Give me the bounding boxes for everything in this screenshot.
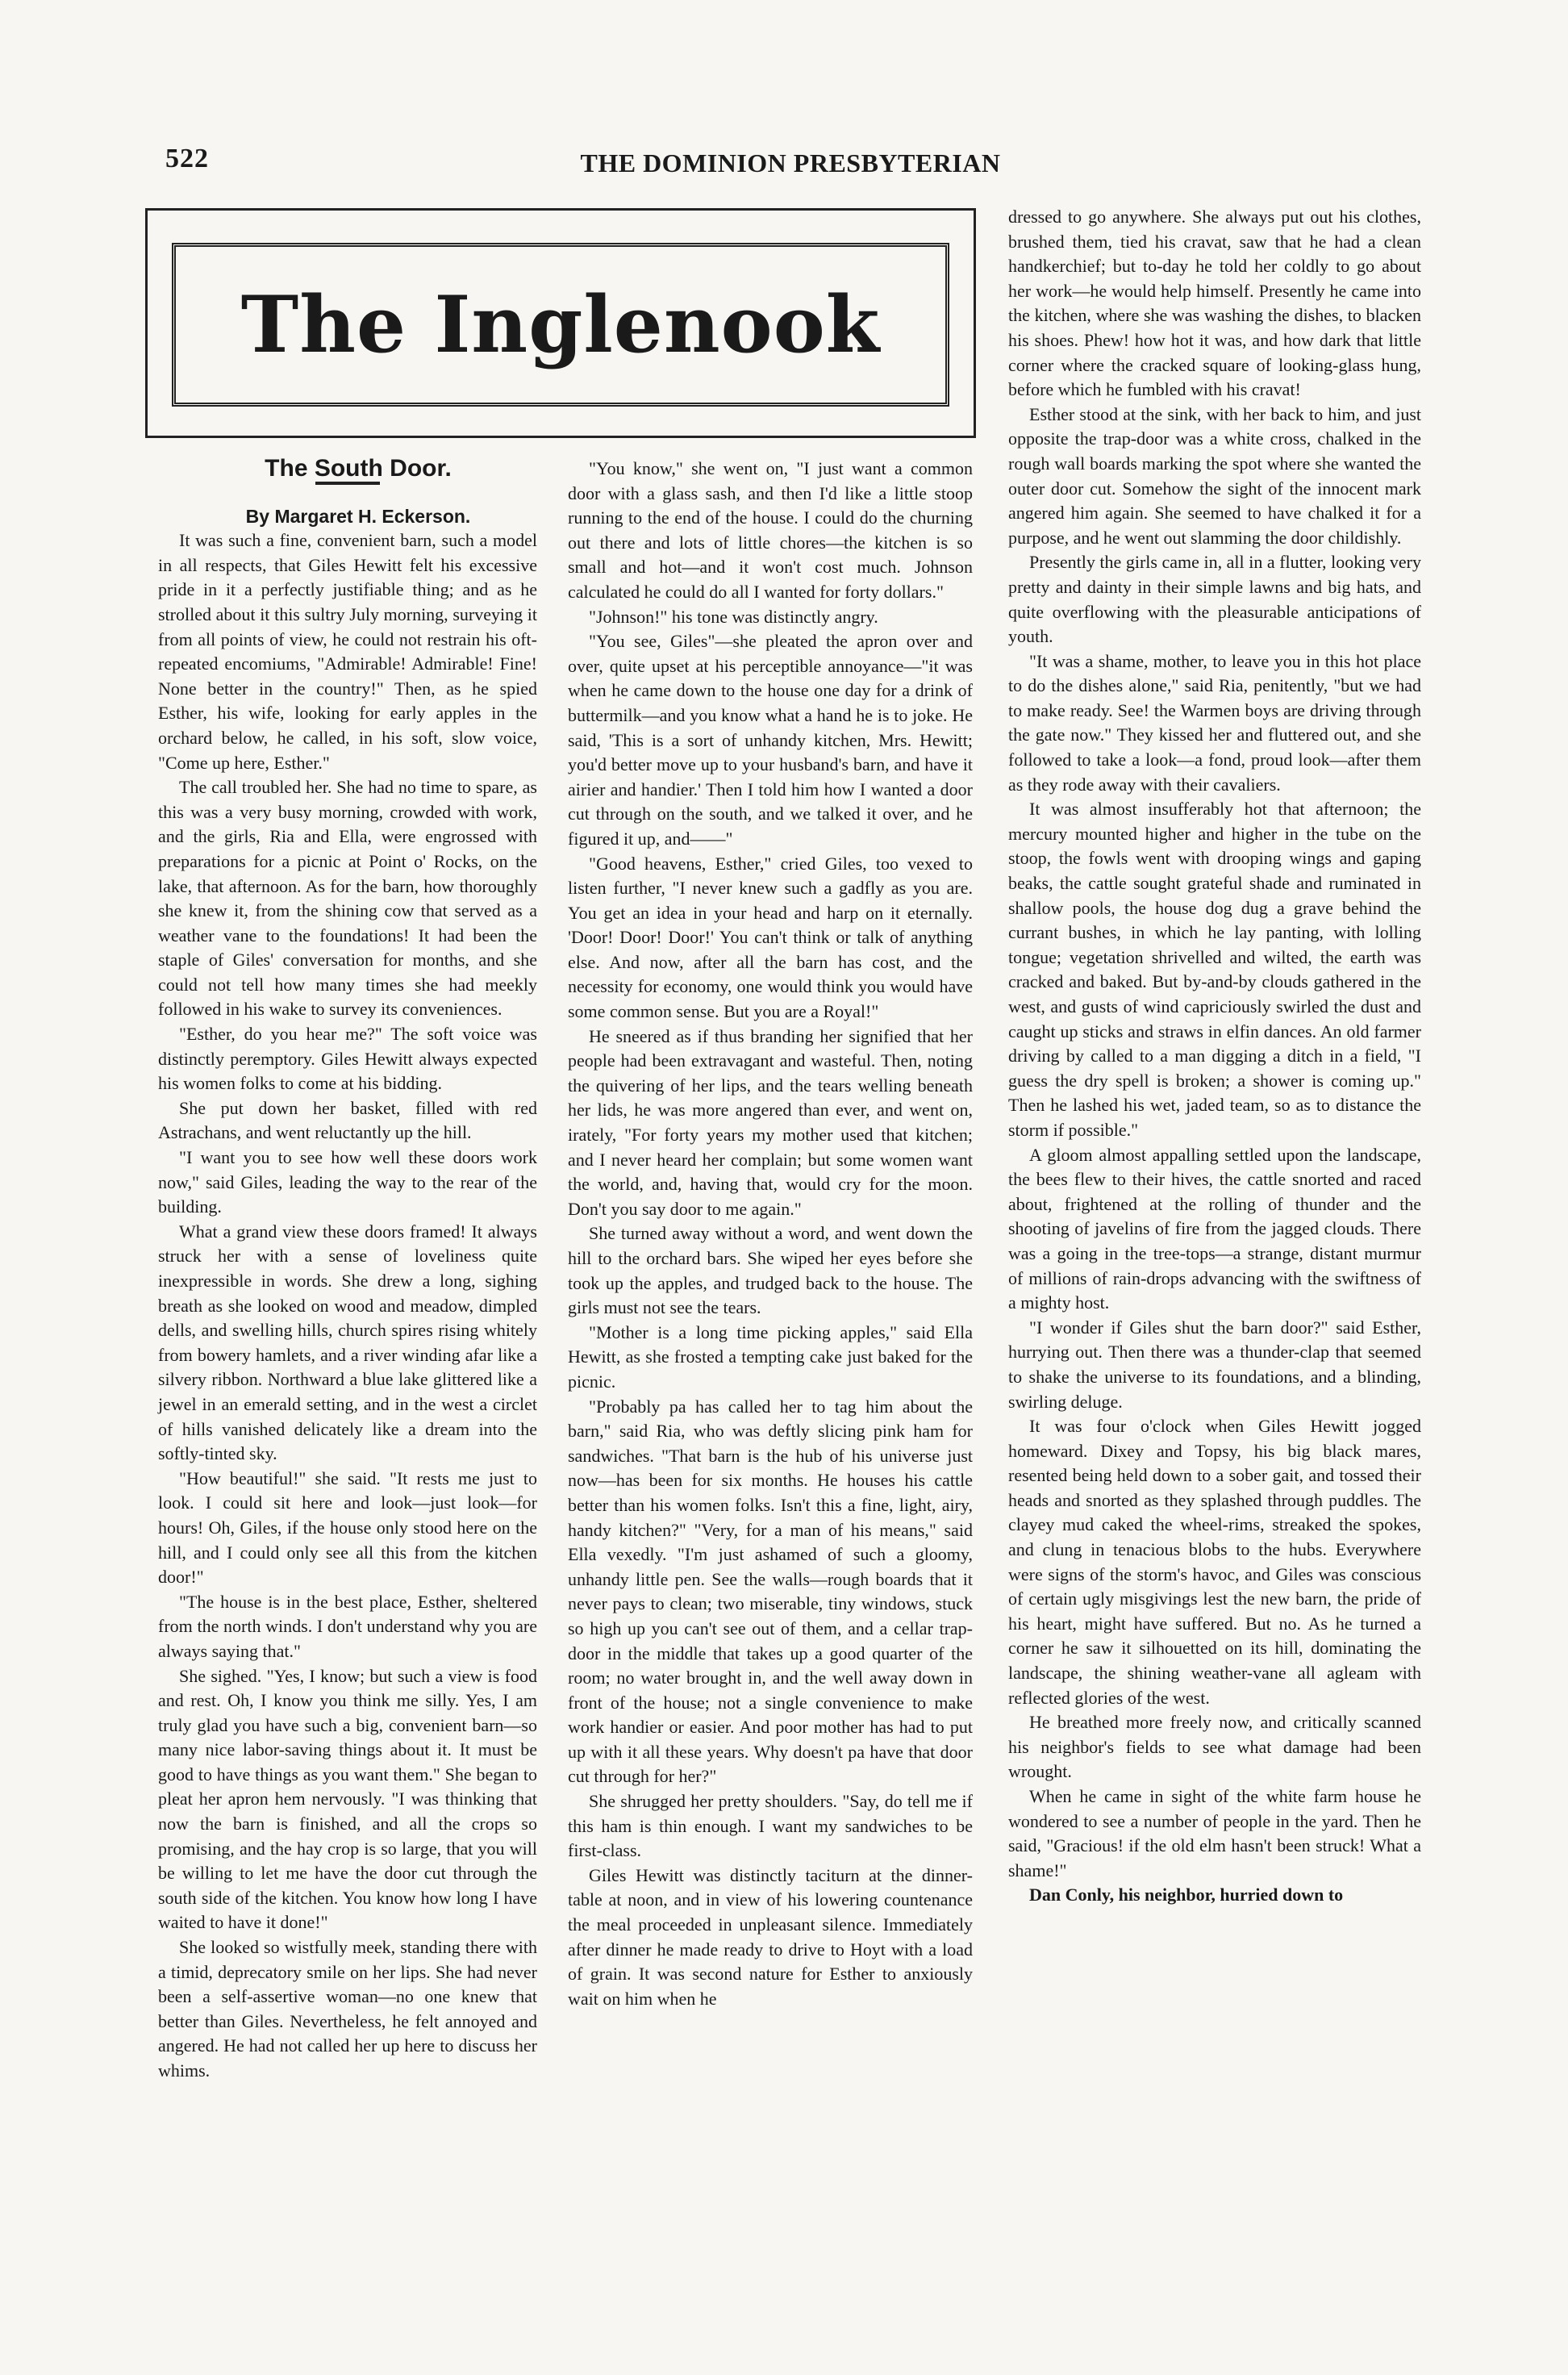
paragraph: "I wonder if Giles shut the barn door?" said Esther, hurrying out. Then there was a thunder-clap that seemed to shake the universe to its foundations, and a blinding, swirling deluge. [1008,1317,1421,1412]
title-rule [315,482,380,485]
paragraph: She sighed. "Yes, I know; but such a view is food and rest. Oh, I know you think me silly. Yes, I am truly glad you have such a big, convenient barn—so many nice labor-saving things about it. It must be good to have things as you want them." She began to pleat her apron hem nervously. "I was thinking that now the barn is finished, and all the crops so promising, and the hay crop is so large, that you will be willing to let me have the door cut through the south side of the kitchen. You know how long I have waited to have it done!" [158,1665,537,1933]
paragraph: She shrugged her pretty shoulders. "Say, do tell me if this ham is thin enough. I want my sandwiches to be first-class. [568,1791,973,1861]
paragraph: Presently the girls came in, all in a flutter, looking very pretty and dainty in their simple lawns and big hats, and quite overflowing with the pleasurable anticipations of youth. [1008,552,1421,647]
paragraph: Dan Conly, his neighbor, hurried down to [1029,1885,1344,1905]
paragraph: "You know," she went on, "I just want a common door with a glass sash, and then I'd like a little stoop running to the end of the house. I could do the churning out there and lots of little chores—the kitchen is so small and hot—and it won't cost much. Johnson calculated he could do all I wanted for forty dollars." [568,458,973,602]
paragraph: She turned away without a word, and went down the hill to the orchard bars. She wiped her eyes before she took up the apples, and trudged back to the house. The girls must not see the tears. [568,1223,973,1318]
page-number: 522 [165,144,209,173]
paragraph: "Johnson!" his tone was distinctly angry. [589,606,878,627]
column-2 [568,457,973,2011]
paragraph: "Mother is a long time picking apples," said Ella Hewitt, as she frosted a tempting cake just baked for the picnic. [568,1321,973,1392]
paragraph: She put down her basket, filled with red Astrachans, and went reluctantly up the hill. [158,1097,537,1143]
paragraph: She looked so wistfully meek, standing there with a timid, deprecatory smile on her lips. She had never been a self-assertive woman—no one knew that better than Giles. Nevertheless, he felt annoyed and angered. He had not called her up here to discuss her whims. [158,1937,537,2081]
paragraph: A gloom almost appalling settled upon the landscape, the bees flew to their hives, the cattle snorted and raced about, frightened at the rolling of thunder and the shooting of javelins of fire from the jagged clouds. There was a going in the tree-tops—a strange, distant murmur of millions of rain-drops advancing with the swiftness of a mighty host. [1008,1144,1421,1313]
masthead: THE DOMINION PRESBYTERIAN [580,148,1001,177]
section-title: The Inglenook [240,279,881,370]
story-byline: By Margaret H. Eckerson. [245,505,471,527]
paragraph: "Probably pa has called her to tag him about the barn," said Ria, who was deftly slicing pink ham for sandwiches. "That barn is the hub of his universe just now—has been for six months. He houses his cattle better than his women folks. Isn't this a fine, light, airy, handy kitchen?" "Very, for a man of his means," said Ella vexedly. "I'm just ashamed of such a gloomy, unhandy little pen. See the walls—rough boards that it never pays to clean; two miserable, tiny windows, stuck so high up you can't see out of them, and a cellar trap-door in the middle that takes up a good quarter of the room; no water brought in, and the well away down in front of the house; not a single convenience to make work handier or easier. And poor mother has had to put up with it all these years. Why doesn't pa have that door cut through for her?" [568,1396,973,1787]
paragraph: "You see, Giles"—she pleated the apron over and over, quite upset at his perceptible annoyance—"it was when he came down to the house one day for a drink of buttermilk—and you know what a hand he is to joke. He said, 'This is a sort of unhandy kitchen, Mrs. Hewitt; you'd better move up to your husband's barn, and have it airier and handier.' Then I told him how I wanted a door cut through on the south, and we talked it over, and he figured it up, and——" [568,631,973,849]
paragraph: He sneered as if thus branding her signified that her people had been extravagant and wasteful. Then, noting the quivering of her lips, and the tears welling beneath her lids, he was more angered than ever, and went on, irately, "For forty years my mother used that kitchen; and I never heard her complain; but some women want the world, and, having that, would cry for the moon. Don't you say door to me again." [568,1025,973,1219]
paragraph: "I want you to see how well these doors work now," said Giles, leading the way to the rear of the building. [158,1147,537,1217]
paragraph: It was four o'clock when Giles Hewitt jogged homeward. Dixey and Topsy, his big black mares, resented being held down to a sober gait, and tossed their heads and snorted as they splashed through puddles. The clayey mud caked the wheel-rims, streaked the spokes, and clung in tenacious blobs to the hubs. Everywhere were signs of the storm's havoc, and Giles was conscious of certain ugly misgivings lest the new barn, the pride of his heart, might have suffered. But no. As he turned a corner he saw it silhouetted on its hill, dominating the landscape, the shining weather-vane all agleam with reflected glories of the west. [1008,1416,1421,1708]
paragraph: "Good heavens, Esther," cried Giles, too vexed to listen further, "I never knew such a gadfly as you are. You get an idea in your head and harp on it eternally. 'Door! Door! Door!' You can't think or talk of anything else. And now, after all the barn has cost, and the necessity for economy, one would think you would have some common sense. But you are a Royal!" [568,853,973,1022]
paragraph: "How beautiful!" she said. "It rests me just to look. I could sit here and look—just look—for hours! Oh, Giles, if the house only stood here on the hill, and I could only see all this from the kitchen door!" [158,1467,537,1588]
paragraph: dressed to go anywhere. She always put out his clothes, brushed them, tied his cravat, saw that he had a clean handkerchief; but to-day he told her coldly to go about her work—he would help himself. Presently he came into the kitchen, where she was washing the dishes, to blacken his shoes. Phew! how hot it was, and how dark that little corner where the cracked square of looking-glass hung, before which he fumbled with his cravat! [1008,207,1421,400]
paragraph: Esther stood at the sink, with her back to him, and just opposite the trap-door was a white cross, chalked in the rough wall boards marking the spot where she wanted the outer door cut. Somehow the sight of the innocent mark angered him again. She seemed to have chalked it for a purpose, and he went out slamming the door childishly. [1008,403,1421,548]
paragraph: He breathed more freely now, and critically scanned his neighbor's fields to see what damage had been wrought. [1008,1712,1421,1782]
paragraph: It was almost insufferably hot that afternoon; the mercury mounted higher and higher in the tube on the stoop, the fowls went with drooping wings and gaping beaks, the cattle sought grateful shade and ruminated in shallow pools, the house dog dug a grave behind the currant bushes, in which he lay panting, with lolling tongue; vegetation shrivelled and wilted, the earth was cracked and baked. But by-and-by clouds gathered in the west, and gusts of wind capriciously swirled the dust and caught up sticks and straws in elfin dances. An old farmer driving by called to a man digging a ditch in a field, "I guess the dry spell is broken; a shower is coming up." Then he lashed his wet, jaded team, so as to distance the storm if possible." [1008,799,1421,1140]
paragraph: The call troubled her. She had no time to spare, as this was a very busy morning, crowded with work, and the girls, Ria and Ella, were engrossed with preparations for a picnic at Point o' Rocks, on the lake, that afternoon. As for the barn, how thoroughly she knew it, from the shining cow that served as a weather vane to the foundations! It had been the staple of Giles' conversation for months, and she could not tell how many times she had meekly followed in his wake to survey its conveniences. [158,777,537,1020]
section-title-frame [172,243,949,407]
paragraph: What a grand view these doors framed! It always struck her with a sense of loveliness quite inexpressible in words. She drew a long, sighing breath as she looked on wood and meadow, dimpled dells, and swelling hills, church spires rising whitely from bowery hamlets, and a river winding afar like a silvery ribbon. Northward a blue lake glittered like a jewel in an emerald setting, and in the west a circlet of hills vanished delicately like a dream into the softly-tinted sky. [158,1221,537,1464]
paragraph: "Esther, do you hear me?" The soft voice was distinctly peremptory. Giles Hewitt always expected his women folks to come at his bidding. [158,1024,537,1094]
paragraph: It was such a fine, convenient barn, such a model in all respects, that Giles Hewitt felt his excessive pride in it a perfectly justifiable thing; and as he strolled about it this sultry July morning, surveying it from all points of view, he could not restrain his oft-repeated encomiums, "Admirable! Admirable! Fine! None better in the country!" Then, as he spied Esther, his wife, looking for early apples in the orchard below, he called, in his soft, slow voice, "Come up here, Esther." [158,530,537,773]
section-title-box [145,208,976,438]
paragraph: "It was a shame, mother, to leave you in this hot place to do the dishes alone," said Ria, penitently, "but we had to make ready. See! the Warmen boys are driving through the gate now." They kissed her and fluttered out, and she followed to take a look—a fond, proud look—after them as they rode away with their cavaliers. [1008,650,1421,795]
column-3 [1008,205,1421,1908]
story-title: The South Door. [265,455,452,482]
paragraph: When he came in sight of the white farm house he wondered to see a number of people in the yard. Then he said, "Gracious! if the old elm hasn't been struck! What a shame!" [1008,1786,1421,1880]
paragraph: Giles Hewitt was distinctly taciturn at the dinner-table at noon, and in view of his lowering countenance the meal proceeded in unpleasant silence. Immediately after dinner he made ready to drive to Hoyt with a load of grain. It was second nature for Esther to anxiously wait on him when he [568,1864,973,2009]
column-1 [158,457,537,2084]
paragraph: "The house is in the best place, Esther, sheltered from the north winds. I don't understand why you are always saying that." [158,1591,537,1661]
